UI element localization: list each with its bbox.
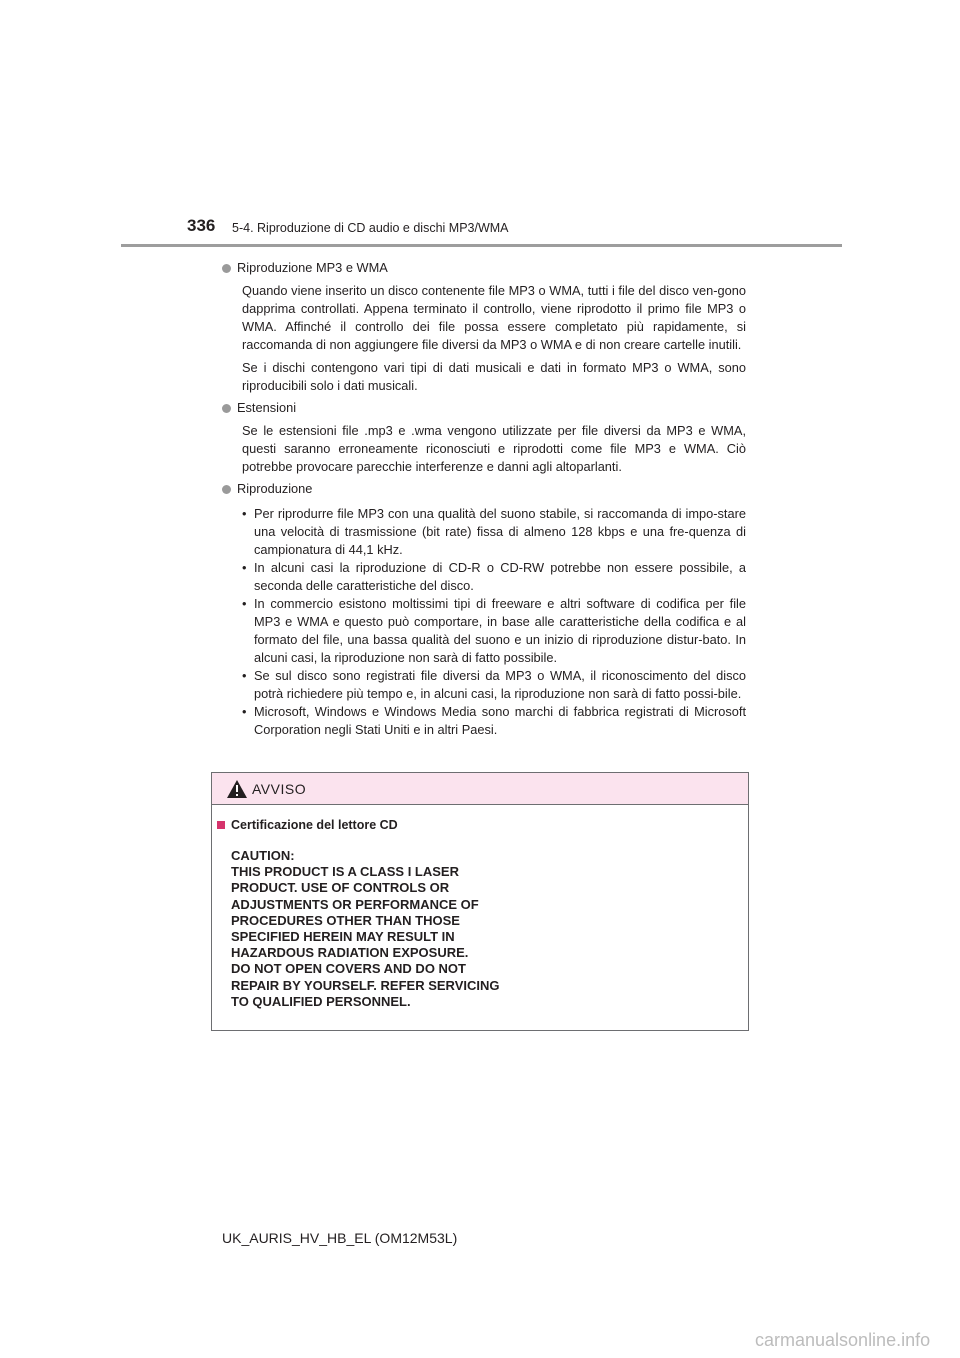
- warning-label: AVVISO: [252, 780, 307, 797]
- footer-code: UK_AURIS_HV_HB_EL (OM12M53L): [222, 1230, 458, 1246]
- square-bullet-icon: [217, 821, 225, 829]
- page-number: 336: [187, 216, 216, 235]
- paragraph: Se le estensioni file .mp3 e .wma vengono utilizzate per file diversi da MP3 e WMA, questi saranno erroneamente riconosciuti e riprodotti come file MP3 e WMA. Ciò potrebbe provocare parecchie interferenze e danni agli altoparlanti.: [242, 423, 746, 474]
- bullet-dot-icon: [222, 404, 231, 413]
- list-item: • Microsoft, Windows e Windows Media sono marchi di fabbrica registrati di Microsoft Corporation negli Stati Uniti e in altri Paesi.: [242, 704, 746, 737]
- item-heading: [222, 259, 746, 277]
- list-item: • In commercio esistono moltissimi tipi di freeware e altri software di codifica per file MP3 e WMA e questo può comportare, in base alle caratteristiche della codifica e al formato del file, una bassa qualità del suono e un inizio di riproduzione distur-bato. In alcuni casi, la riproduzione non sarà di fatto possibile.: [242, 596, 746, 665]
- item-heading: [222, 480, 746, 498]
- caution-line: THIS PRODUCT IS A CLASS I LASER: [231, 864, 459, 880]
- header-rule: [121, 244, 842, 247]
- caution-line: PRODUCT. USE OF CONTROLS OR: [231, 880, 450, 896]
- item-heading: [222, 399, 746, 417]
- list-item: • Se sul disco sono registrati file diversi da MP3 o WMA, il riconoscimento del disco potrà richiedere più tempo e, in alcuni casi, la riproduzione non sarà di fatto possi-bile.: [242, 668, 746, 701]
- caution-line: CAUTION:: [231, 848, 295, 863]
- bullet-dot-icon: [222, 485, 231, 494]
- item-title: Riproduzione: [237, 481, 313, 496]
- caution-line: SPECIFIED HEREIN MAY RESULT IN: [231, 929, 455, 945]
- paragraph: Quando viene inserito un disco contenente file MP3 o WMA, tutti i file del disco ven-gono dapprima controllati. Appena terminato il controllo, viene riprodotto il primo file MP3 o WMA. Affinché il controllo dei file possa essere completato più rapidamente, si raccomanda di non aggiungere file diversi da MP3 o WMA e di non creare cartelle inutili.: [242, 283, 746, 352]
- list-item: • In alcuni casi la riproduzione di CD-R o CD-RW potrebbe non essere possibile, a seconda delle caratteristiche del disco.: [242, 560, 746, 593]
- caution-line: TO QUALIFIED PERSONNEL.: [231, 993, 411, 1009]
- caution-line: ADJUSTMENTS OR PERFORMANCE OF: [231, 896, 479, 912]
- warning-header: [212, 773, 748, 805]
- list-item: • Per riprodurre file MP3 con una qualità del suono stabile, si raccomanda di impo-stare una velocità di trasmissione (bit rate) fissa di almeno 128 kbps e una fre-quenza di campionatura di 44,1 kHz.: [242, 506, 746, 557]
- paragraph: Se i dischi contengono vari tipi di dati musicali e dati in formato MP3 o WMA, sono riproducibili solo i dati musicali.: [242, 360, 746, 393]
- item-title: Estensioni: [237, 400, 297, 415]
- caution-line: REPAIR BY YOURSELF. REFER SERVICING: [231, 977, 500, 993]
- cert-title: Certificazione del lettore CD: [217, 818, 398, 832]
- caution-line: PROCEDURES OTHER THAN THOSE: [231, 912, 460, 928]
- warning-box: [211, 772, 749, 1031]
- watermark: carmanualsonline.info: [755, 1330, 931, 1350]
- item-title: Riproduzione MP3 e WMA: [237, 260, 388, 275]
- caution-label-text: [231, 848, 499, 1010]
- caution-line: DO NOT OPEN COVERS AND DO NOT: [231, 961, 466, 977]
- section-title: 5-4. Riproduzione di CD audio e dischi MP3/WMA: [232, 221, 509, 235]
- bullet-dot-icon: [222, 264, 231, 273]
- bullet-list: [242, 505, 746, 739]
- warning-triangle-icon: [226, 779, 248, 799]
- content-body: [222, 255, 746, 739]
- caution-line: HAZARDOUS RADIATION EXPOSURE.: [231, 945, 469, 961]
